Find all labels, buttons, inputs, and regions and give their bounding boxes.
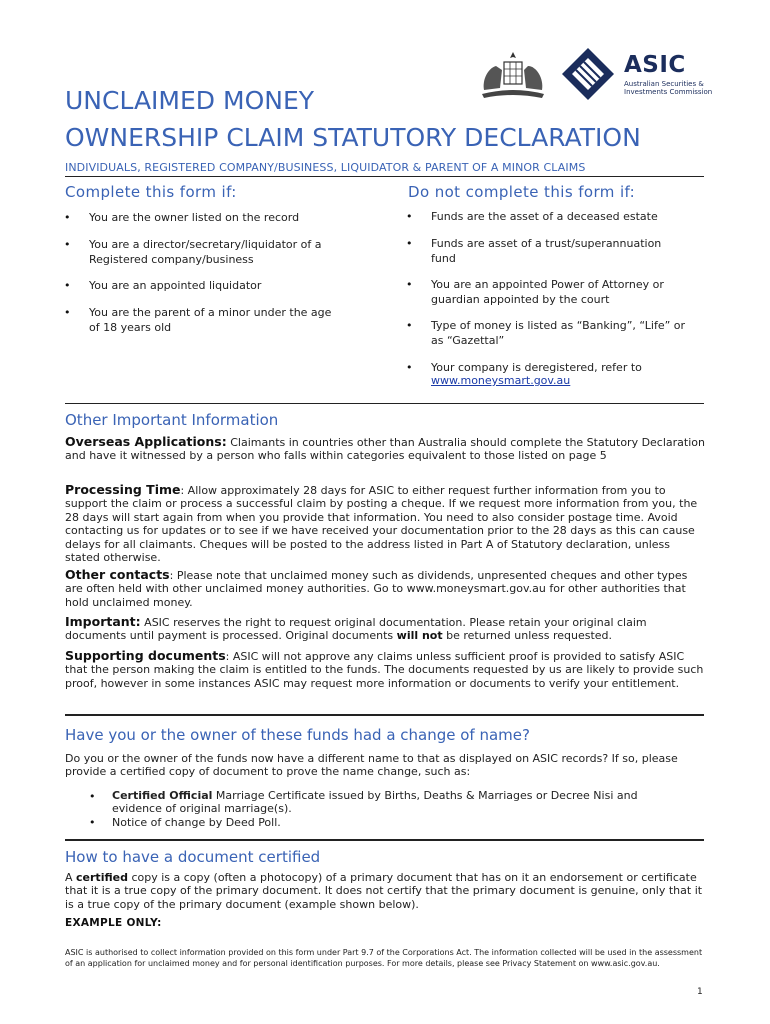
other-info-heading: Other Important Information bbox=[65, 411, 279, 429]
bullet-icon: • bbox=[64, 279, 71, 292]
important-paragraph: Important: ASIC reserves the right to request original documentation. Please retain your original claim documents until payment is processed. Original documents will not be returned unless requested. bbox=[65, 614, 647, 643]
bullet-icon: • bbox=[64, 306, 71, 319]
list-item: You are the owner listed on the record bbox=[89, 211, 300, 224]
not-complete-heading: Do not complete this form if: bbox=[408, 183, 636, 201]
list-item: Notice of change by Deed Poll. bbox=[112, 816, 281, 829]
name-change-heading: Have you or the owner of these funds had a change of name? bbox=[65, 726, 530, 744]
coat-of-arms-icon bbox=[478, 50, 548, 102]
certified-text: A certified copy is a copy (often a photocopy) of a primary document that has on it an endorsement or certificate that it is a true copy of the primary document. It does not certify that the primary document is genuine, only that it is a true copy of the primary document (example shown below). bbox=[65, 871, 703, 911]
page-title: UNCLAIMED MONEY bbox=[65, 86, 315, 115]
bullet-icon: • bbox=[89, 790, 96, 803]
asic-logo-subtitle: Australian Securities & Investments Commission bbox=[624, 80, 713, 96]
claim-types: INDIVIDUALS, REGISTERED COMPANY/BUSINESS, LIQUIDATOR & PARENT OF A MINOR CLAIMS bbox=[65, 161, 586, 174]
list-item: You are the parent of a minor under the age of 18 years old bbox=[89, 306, 332, 334]
privacy-footer: ASIC is authorised to collect information provided on this form under Part 9.7 of the Corporations Act. The information collected will be used in the assessment of an application for unclaimed money and for personal identification purposes. For more details, please see Privacy Statement on www.asic.gov.au. bbox=[65, 948, 703, 968]
header-logos bbox=[478, 46, 718, 104]
moneysmart-link[interactable]: www.moneysmart.gov.au bbox=[431, 374, 571, 387]
list-item: You are a director/secretary/liquidator of a Registered company/business bbox=[89, 238, 322, 266]
certified-heading: How to have a document certified bbox=[65, 848, 321, 866]
list-item: Funds are the asset of a deceased estate bbox=[431, 210, 658, 223]
bullet-icon: • bbox=[89, 816, 96, 829]
supporting-paragraph: Supporting documents: ASIC will not approve any claims unless sufficient proof is provided to satisfy ASIC that the person making the claim is entitled to the funds. The documents requested by us are likely to provide such proof, however in some instances ASIC may request more information or documents to verify your entitlement. bbox=[65, 648, 704, 690]
divider bbox=[65, 176, 704, 177]
bullet-icon: • bbox=[406, 319, 413, 332]
page-subtitle: OWNERSHIP CLAIM STATUTORY DECLARATION bbox=[65, 123, 641, 152]
bullet-icon: • bbox=[406, 278, 413, 291]
bullet-icon: • bbox=[406, 210, 413, 223]
bullet-icon: • bbox=[64, 211, 71, 224]
page-number: 1 bbox=[697, 987, 703, 997]
asic-logo-text: ASIC bbox=[624, 52, 686, 78]
name-change-text: Do you or the owner of the funds now have a different name to that as displayed on ASIC records? If so, please provide a certified copy of document to prove the name change, such as: bbox=[65, 752, 678, 779]
list-item: You are an appointed Power of Attorney or guardian appointed by the court bbox=[431, 278, 664, 306]
divider bbox=[65, 403, 704, 404]
bullet-icon: • bbox=[406, 361, 413, 374]
bullet-icon: • bbox=[406, 237, 413, 250]
complete-heading: Complete this form if: bbox=[65, 183, 237, 201]
divider bbox=[65, 839, 704, 841]
list-item: You are an appointed liquidator bbox=[89, 279, 262, 292]
processing-paragraph: Processing Time: Allow approximately 28 days for ASIC to either request further information from you to support the claim or process a successful claim by posting a cheque. If we request more information from you, the 28 days will start again from when you provide that information. You need to also consider postage time. Avoid contacting us for updates or to see if we have received your documentation prior to the 28 days as this can cause delays for all claimants. Cheques will be posted to the address listed in Part A of Statutory declaration, unless stated otherwise. bbox=[65, 482, 698, 565]
overseas-paragraph: Overseas Applications: Claimants in countries other than Australia should complete the Statutory Declaration and have it witnessed by a person who falls within categories equivalent to those listed on page 5 bbox=[65, 434, 705, 463]
example-label: EXAMPLE ONLY: bbox=[65, 917, 162, 929]
list-item: Funds are asset of a trust/superannuation fund bbox=[431, 237, 662, 265]
list-item: Type of money is listed as “Banking”, “Life” or as “Gazettal” bbox=[431, 319, 686, 347]
bullet-icon: • bbox=[64, 238, 71, 251]
asic-diamond-logo-icon bbox=[560, 46, 616, 102]
contacts-paragraph: Other contacts: Please note that unclaimed money such as dividends, unpresented cheques and other types are often held with other unclaimed money authorities. Go to www.moneysmart.gov.au for other authorities that hold unclaimed money. bbox=[65, 567, 688, 609]
list-item: Certified Official Marriage Certificate issued by Births, Deaths & Marriages or Decree Nisi and evidence of original marriage(s). bbox=[112, 789, 638, 815]
list-item: Your company is deregistered, refer to bbox=[431, 361, 642, 374]
divider bbox=[65, 714, 704, 716]
